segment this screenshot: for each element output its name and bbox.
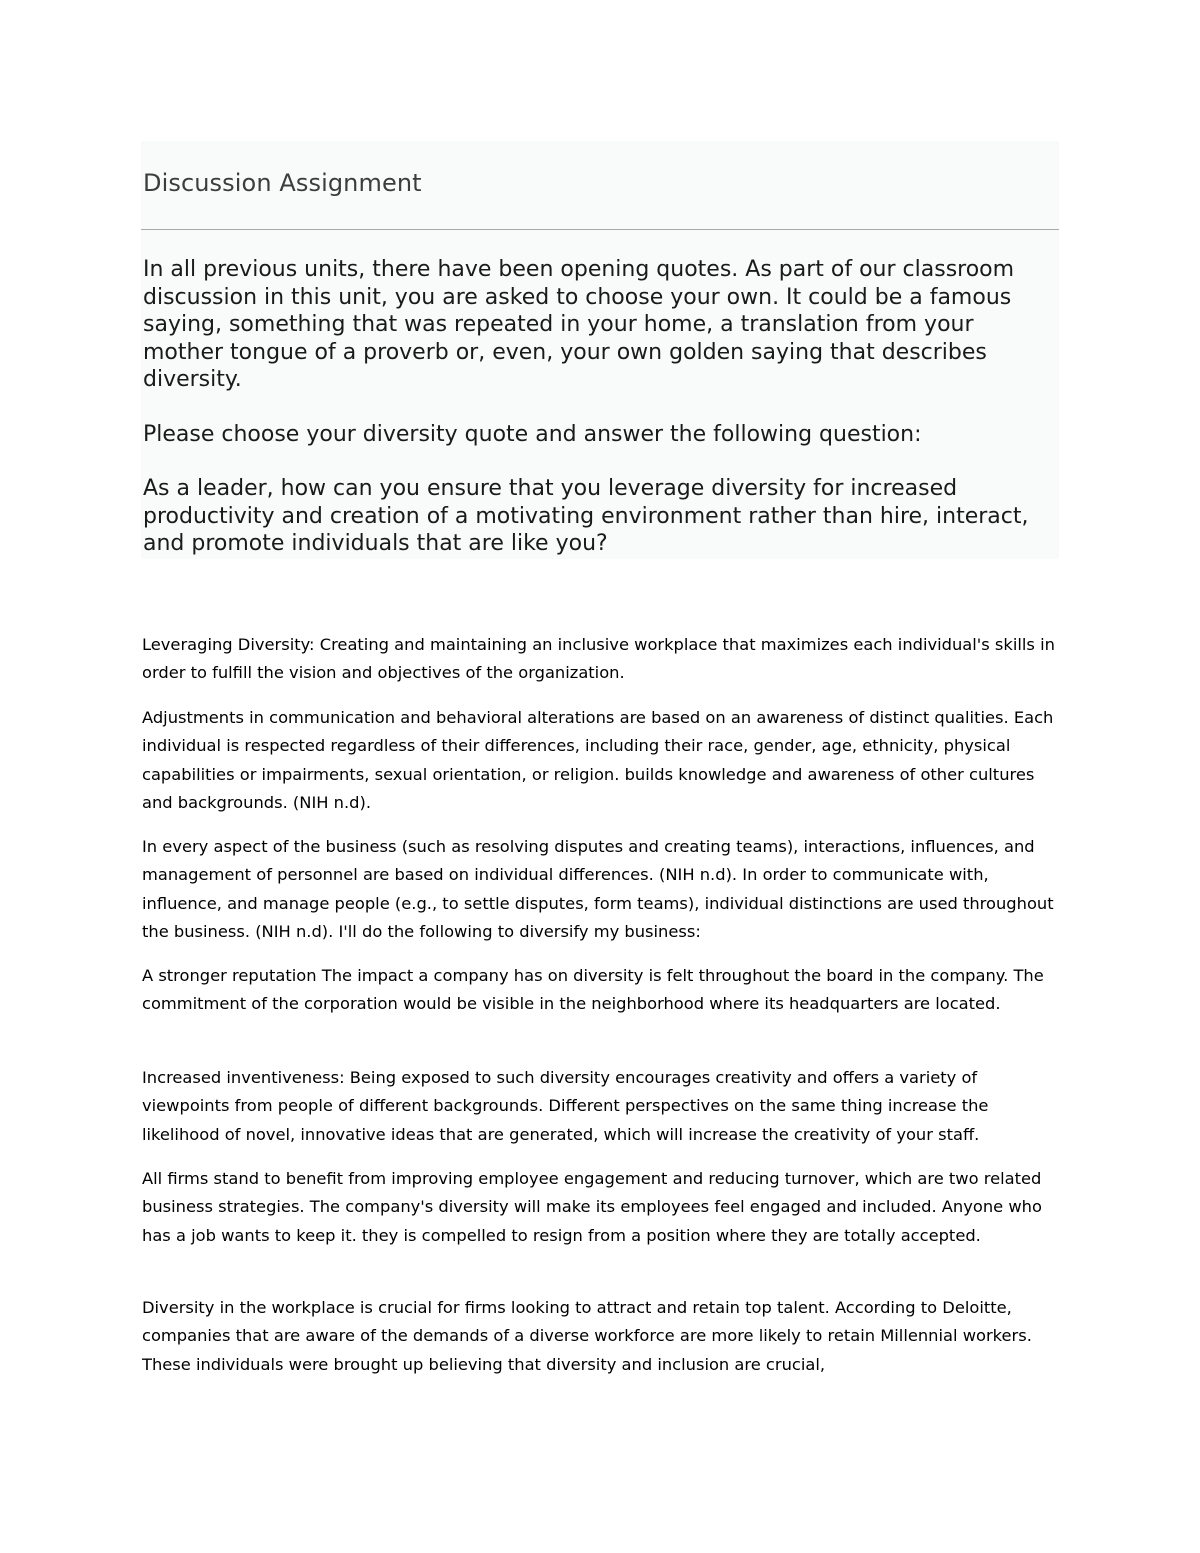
prompt-paragraph: Please choose your diversity quote and answer the following question: xyxy=(143,422,922,447)
response-paragraph: Leveraging Diversity: Creating and maintaining an inclusive workplace that maximizes each individual's skills in order to fulfill the vision and objectives of the organization. xyxy=(142,635,1055,683)
response-paragraph: All firms stand to benefit from improving employee engagement and reducing turnover, which are two related business strategies. The company's diversity will make its employees feel engaged and included. Anyone who has a job wants to keep it. they is compelled to resign from a position where they are totally accepted. xyxy=(142,1169,1042,1245)
assignment-title: Discussion Assignment xyxy=(143,169,422,197)
response-paragraph: A stronger reputation The impact a company has on diversity is felt throughout the board in the company. The commitment of the corporation would be visible in the neighborhood where its headquarters are located. xyxy=(142,966,1044,1014)
prompt-question: As a leader, how can you ensure that you leverage diversity for increased productivity and creation of a motivating environment rather than hire, interact, and promote individuals that are like you? xyxy=(143,476,1029,556)
response-paragraph: Adjustments in communication and behavioral alterations are based on an awareness of distinct qualities. Each individual is respected regardless of their differences, including their race, gender, age, ethnicity, physical capabilities or impairments, sexual orientation, or religion. builds knowledge and awareness of other cultures and backgrounds. (NIH n.d). xyxy=(142,708,1054,813)
assignment-prompt-box xyxy=(141,141,1059,559)
response-paragraph: In every aspect of the business (such as resolving disputes and creating teams), interactions, influences, and management of personnel are based on individual differences. (NIH n.d). In order to communicate with, influence, and manage people (e.g., to settle disputes, form teams), individual distinctions are used throughout the business. (NIH n.d). I'll do the following to diversify my business: xyxy=(142,837,1054,942)
prompt-paragraph: In all previous units, there have been opening quotes. As part of our classroom discussion in this unit, you are asked to choose your own. It could be a famous saying, something that was repeated in your home, a translation from your mother tongue of a proverb or, even, your own golden saying that describes diversity. xyxy=(143,257,1015,392)
response-paragraph: Increased inventiveness: Being exposed to such diversity encourages creativity and offers a variety of viewpoints from people of different backgrounds. Different perspectives on the same thing increase the likelihood of novel, innovative ideas that are generated, which will increase the creativity of your staff. xyxy=(142,1068,989,1144)
response-paragraph: Diversity in the workplace is crucial for firms looking to attract and retain top talent. According to Deloitte, companies that are aware of the demands of a diverse workforce are more likely to retain Millennial workers. These individuals were brought up believing that diversity and inclusion are crucial, xyxy=(142,1298,1032,1374)
title-divider xyxy=(141,229,1059,230)
